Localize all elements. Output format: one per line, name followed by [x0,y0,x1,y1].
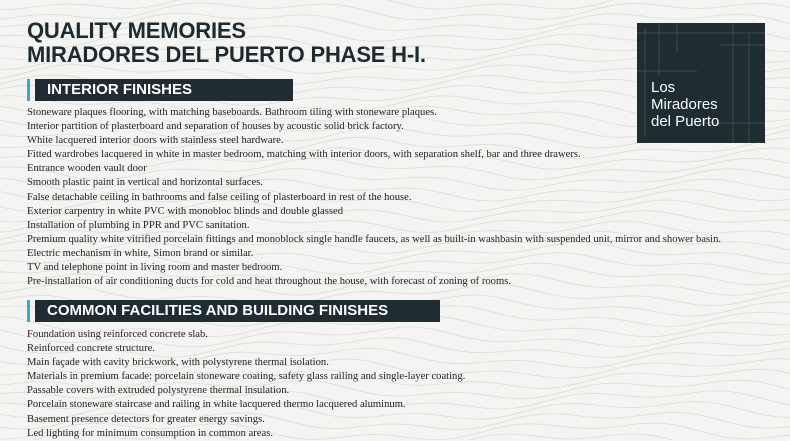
list-item: Smooth plastic paint in vertical and horizontal surfaces. [27,177,263,189]
section-heading: INTERIOR FINISHES [35,79,293,101]
logo-line-3: del Puerto [651,113,720,130]
title-line-1: QUALITY MEMORIES [27,18,246,43]
title-line-2: MIRADORES DEL PUERTO PHASE H-I. [27,42,426,67]
list-item: Materials in premium facade: porcelain stoneware coating, safety glass railing and single-layer coating. [27,371,466,383]
section-header-common-facilities [27,300,440,322]
list-item: Pre-installation of air conditioning ducts for cold and heat throughout the house, with forecast of zoning of rooms. [27,276,511,288]
list-item: Foundation using reinforced concrete slab. [27,329,208,340]
list-item: Basement presence detectors for greater energy savings. [27,413,265,425]
list-item: Installation of plumbing in PPR and PVC sanitation. [27,219,250,231]
logo-line-1: Los [651,79,676,96]
list-item: Main façade with cavity brickwork, with polystyrene thermal isolation. [27,357,329,369]
list-item: False detachable ceiling in bathrooms and false ceiling of plasterboard in rest of the house. [27,191,412,203]
list-item: Premium quality white vitrified porcelain fittings and monoblock single handle faucets, as well as built-in washbasin with suspended unit, mirror and shower basin. [27,233,722,245]
list-item: Fitted wardrobes lacquered in white in master bedroom, matching with interior doors, with separation shelf, bar and three drawers. [27,149,581,161]
section-accent-bar [27,300,30,322]
page-title [27,19,426,67]
list-item: Porcelain stoneware staircase and railing in white lacquered thermo lacquered aluminum. [27,399,406,411]
logo-line-2: Miradores [651,96,718,113]
list-item: TV and telephone point in living room and master bedroom. [27,262,283,274]
list-item: White lacquered interior doors with stainless steel hardware. [27,135,284,147]
list-item: Entrance wooden vault door [27,163,147,175]
list-item: Interior partition of plasterboard and separation of houses by acoustic solid brick factory. [27,121,404,133]
list-item: Electric mechanism in white, Simon brand or similar. [27,247,254,259]
list-item: Passable covers with extruded polystyrene thermal insulation. [27,385,290,397]
list-item: Reinforced concrete structure. [27,343,155,355]
common-facilities-list [27,328,465,441]
list-item: Led lighting for minimum consumption in common areas. [27,427,273,439]
section-accent-bar [27,79,30,101]
list-item: Exterior carpentry in white PVC with monobloc blinds and double glassed [27,205,343,217]
list-item: Stoneware plaques flooring, with matching baseboards. Bathroom tiling with stoneware plaques. [27,107,437,118]
interior-finishes-list [27,106,721,289]
section-header-interior-finishes [27,79,293,101]
section-heading: COMMON FACILITIES AND BUILDING FINISHES [35,300,440,322]
